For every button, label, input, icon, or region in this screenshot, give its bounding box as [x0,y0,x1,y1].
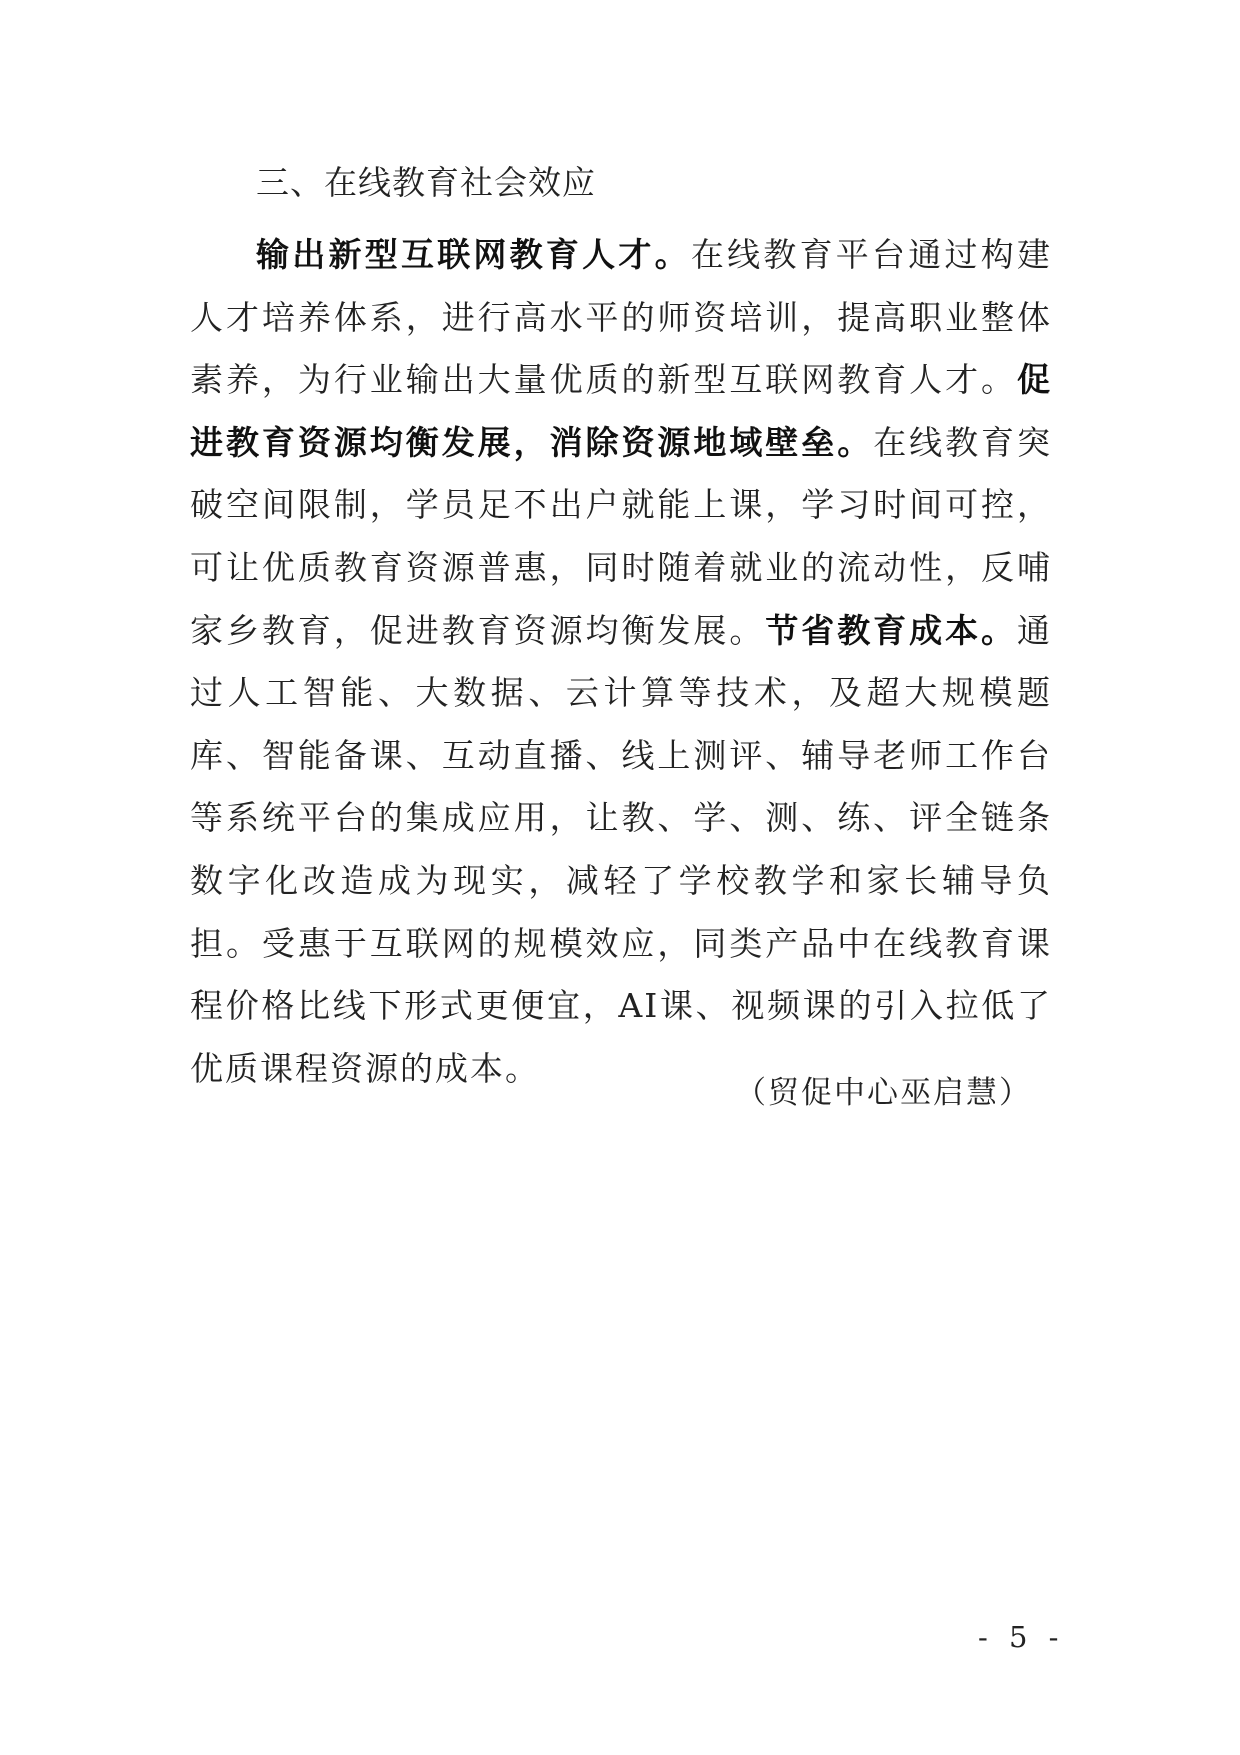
body-paragraph [190,224,1052,1100]
paragraph-text-talent: 在线教育平台通过构建人才培养体系，进行高水平的师资培训，提高职业整体素养，为行业输出大量优质的新型互联网教育人才。 [190,235,1053,400]
page-number: - 5 - [978,1620,1065,1654]
key-point-cost: 节省教育成本。 [765,610,1018,650]
key-point-talent: 输出新型互联网教育人才。 [256,235,691,274]
key-point-balance: 促进教育资源均衡发展，消除资源地域壁垒。 [190,360,1052,462]
paragraph-text-cost: 通过人工智能、大数据、云计算等技术，及超大规模题库、智能备课、互动直播、线上测评、辅导老师工作台等系统平台的集成应用，让教、学、测、练、评全链条数字化改造成为现实，减轻了学校教学和家长辅导负担。受惠于互联网的规模效应，同类产品中在线教育课程价格比线下形式更便宜，AI课、视频课的引入拉低了优质课程资源的成本。 [190,610,1053,1088]
paragraph-text-balance: 在线教育突破空间限制，学员足不出户就能上课，学习时间可控，可让优质教育资源普惠，同时随着就业的流动性，反哺家乡教育，促进教育资源均衡发展。 [190,422,1053,650]
author-signature: （贸促中心巫启慧） [735,1075,1032,1111]
section-heading: 三、在线教育社会效应 [256,163,596,202]
